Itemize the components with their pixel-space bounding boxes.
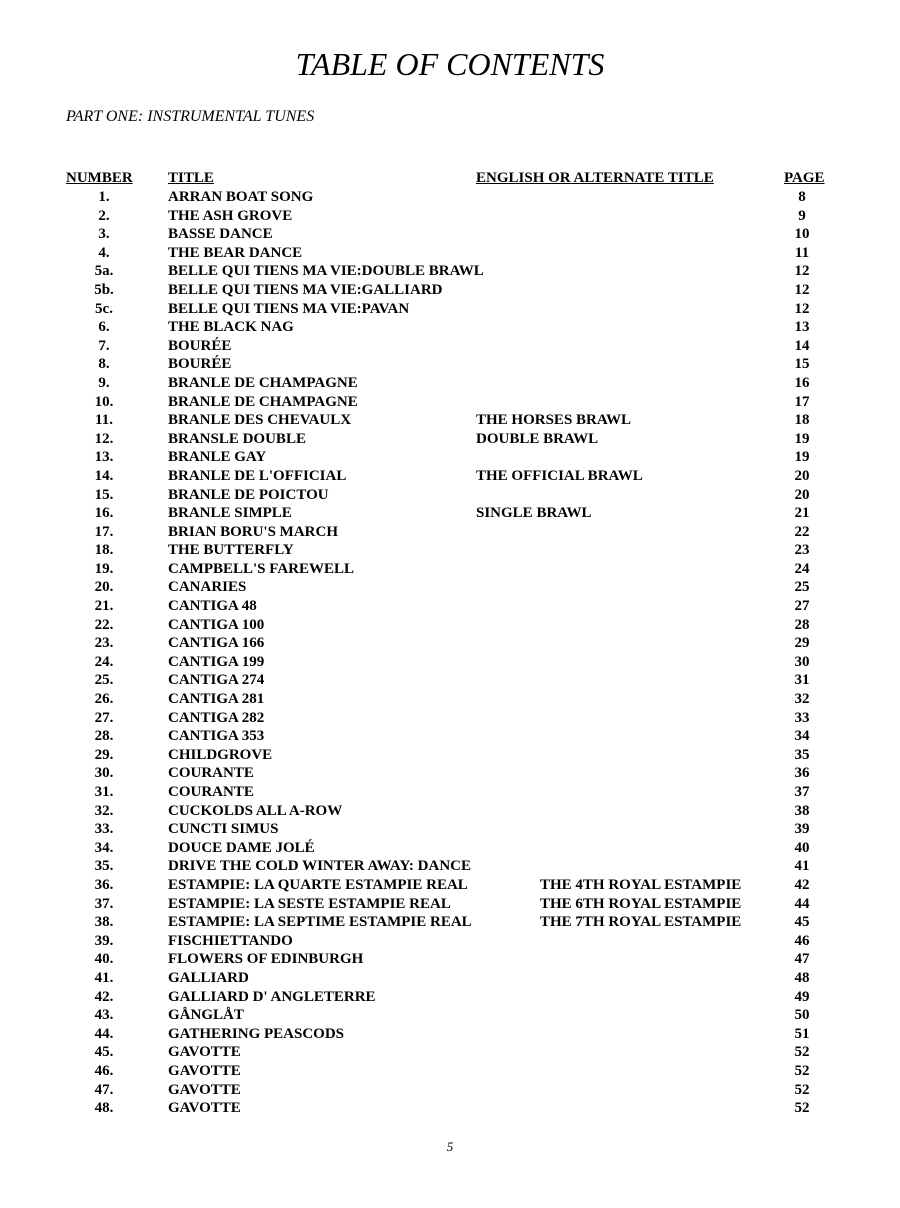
table-row[interactable] <box>0 634 900 653</box>
entry-number: 29. <box>94 746 114 763</box>
entry-number: 43. <box>94 1007 114 1024</box>
entry-number: 47. <box>94 1081 114 1098</box>
entry-title: BRANLE DE POICTOU <box>168 486 329 503</box>
section-heading: PART ONE: INSTRUMENTAL TUNES <box>66 108 315 125</box>
entry-page: 52 <box>794 1062 810 1079</box>
entry-page: 16 <box>794 374 810 391</box>
entry-title: DRIVE THE COLD WINTER AWAY: DANCE <box>168 858 471 875</box>
table-row[interactable] <box>0 355 900 374</box>
entry-number: 19. <box>94 560 114 577</box>
table-row[interactable] <box>0 541 900 560</box>
table-row[interactable] <box>0 932 900 951</box>
entry-number: 3. <box>98 226 110 243</box>
entry-page: 38 <box>794 802 810 819</box>
entry-number: 21. <box>94 598 114 615</box>
entry-title: CANTIGA 282 <box>168 709 265 726</box>
entry-title: GALLIARD <box>168 969 249 986</box>
table-row[interactable] <box>0 783 900 802</box>
entry-page: 37 <box>794 784 810 800</box>
table-row[interactable] <box>0 1081 900 1100</box>
entry-number: 46. <box>94 1062 114 1079</box>
entry-number: 7. <box>98 337 110 354</box>
table-row[interactable] <box>0 820 900 839</box>
entry-page: 44 <box>794 895 810 912</box>
entry-title: BRANLE DE CHAMPAGNE <box>168 374 358 391</box>
table-row[interactable] <box>0 560 900 579</box>
entry-title: BRIAN BORU'S MARCH <box>168 523 339 540</box>
table-row[interactable] <box>0 244 900 263</box>
entry-page: 29 <box>794 635 810 652</box>
entry-title: GAVOTTE <box>168 1044 241 1061</box>
entry-title: ESTAMPIE: LA SEPTIME ESTAMPIE REAL <box>168 914 472 931</box>
entry-page: 42 <box>794 876 810 893</box>
table-row[interactable] <box>0 486 900 505</box>
entry-title: BRANLE DES CHEVAULX <box>168 412 352 429</box>
entry-title: CANARIES <box>168 579 247 596</box>
entry-title: CANTIGA 281 <box>168 691 265 708</box>
table-row[interactable] <box>0 578 900 597</box>
entry-title: CAMPBELL'S FAREWELL <box>168 560 354 577</box>
entry-number: 6. <box>98 319 110 336</box>
entry-page: 34 <box>794 728 810 745</box>
entry-number: 5c. <box>95 300 113 317</box>
entry-page: 10 <box>794 226 810 243</box>
table-row[interactable] <box>0 709 900 728</box>
entry-number: 24. <box>94 653 114 670</box>
entry-number: 31. <box>94 784 114 800</box>
entry-title: CUCKOLDS ALL A-ROW <box>168 802 343 819</box>
table-row[interactable] <box>0 523 900 542</box>
entry-number: 38. <box>94 914 114 931</box>
entry-number: 44. <box>94 1025 114 1042</box>
entry-number: 11. <box>95 412 113 429</box>
table-row[interactable] <box>0 950 900 969</box>
entry-page: 20 <box>794 467 810 484</box>
entry-number: 48. <box>94 1100 114 1117</box>
entry-page: 41 <box>794 858 810 875</box>
entry-title: CANTIGA 100 <box>168 616 265 633</box>
table-row[interactable] <box>0 969 900 988</box>
entry-page: 52 <box>794 1044 810 1061</box>
table-row[interactable] <box>0 913 900 932</box>
entry-number: 23. <box>94 635 114 652</box>
entry-title: BRANLE GAY <box>168 449 267 466</box>
entry-alternate-title: THE 7TH ROYAL ESTAMPIE <box>540 914 742 931</box>
entry-alternate-title: THE 6TH ROYAL ESTAMPIE <box>540 895 742 912</box>
table-row[interactable] <box>0 337 900 356</box>
entry-page: 27 <box>794 598 810 615</box>
entry-title: FISCHIETTANDO <box>168 932 293 949</box>
entry-page: 35 <box>794 746 810 763</box>
entry-title: CHILDGROVE <box>168 746 273 763</box>
entry-number: 20. <box>94 579 114 596</box>
entry-title: COURANTE <box>168 765 254 782</box>
table-row[interactable] <box>0 746 900 765</box>
table-row[interactable] <box>0 895 900 914</box>
entry-number: 30. <box>94 765 114 782</box>
entry-title: BRANLE SIMPLE <box>168 505 292 522</box>
table-row[interactable] <box>0 188 900 207</box>
entry-page: 28 <box>794 616 810 633</box>
entry-title: THE BEAR DANCE <box>168 244 303 261</box>
entry-number: 40. <box>94 951 114 968</box>
table-row[interactable] <box>0 207 900 226</box>
entry-title: BASSE DANCE <box>168 226 273 243</box>
entry-title: BELLE QUI TIENS MA VIE:PAVAN <box>168 300 410 317</box>
entry-page: 22 <box>794 523 810 540</box>
entry-title: BRANLE DE L'OFFICIAL <box>168 467 347 484</box>
table-row[interactable] <box>0 653 900 672</box>
entry-page: 48 <box>794 969 810 986</box>
entry-page: 13 <box>794 319 810 336</box>
entry-page: 25 <box>794 579 810 596</box>
table-row[interactable] <box>0 411 900 430</box>
entry-title: CANTIGA 48 <box>168 598 257 615</box>
table-row[interactable] <box>0 430 900 449</box>
entry-page: 12 <box>794 281 810 298</box>
entry-page: 17 <box>794 393 810 410</box>
entry-title: ARRAN BOAT SONG <box>168 189 314 205</box>
entry-number: 34. <box>94 839 114 856</box>
entry-number: 8. <box>98 356 110 373</box>
entry-number: 41. <box>94 969 114 986</box>
table-row[interactable] <box>0 318 900 337</box>
entry-number: 5b. <box>94 281 114 298</box>
entry-page: 20 <box>794 486 810 503</box>
column-header-page: PAGE <box>784 170 825 186</box>
entry-title: GALLIARD D' ANGLETERRE <box>168 988 376 1005</box>
table-row[interactable] <box>0 448 900 467</box>
entry-title: CANTIGA 166 <box>168 635 265 652</box>
table-row[interactable] <box>0 597 900 616</box>
table-row[interactable] <box>0 281 900 300</box>
entry-number: 33. <box>94 821 114 838</box>
entry-title: CANTIGA 274 <box>168 672 265 689</box>
table-row[interactable] <box>0 764 900 783</box>
entry-title: BOURÉE <box>168 337 232 354</box>
entry-number: 25. <box>94 672 114 689</box>
entry-number: 36. <box>94 876 114 893</box>
entry-number: 27. <box>94 709 114 726</box>
entry-page: 12 <box>794 300 810 317</box>
entry-number: 16. <box>94 505 114 522</box>
entry-number: 35. <box>94 858 114 875</box>
entry-number: 26. <box>94 691 114 708</box>
entry-title: GATHERING PEASCODS <box>168 1025 345 1042</box>
entry-number: 2. <box>98 207 110 224</box>
table-row[interactable] <box>0 839 900 858</box>
entry-page: 31 <box>794 672 810 689</box>
entry-page: 8 <box>798 189 806 205</box>
entry-number: 9. <box>98 374 110 391</box>
entry-number: 45. <box>94 1044 114 1061</box>
entry-title: GAVOTTE <box>168 1062 241 1079</box>
entry-title: BELLE QUI TIENS MA VIE:GALLIARD <box>168 281 443 298</box>
entry-title: CANTIGA 199 <box>168 653 265 670</box>
table-row[interactable] <box>0 616 900 635</box>
page-title: TABLE OF CONTENTS <box>295 46 605 82</box>
entry-number: 32. <box>94 802 114 819</box>
entry-page: 39 <box>794 821 810 838</box>
table-row[interactable] <box>0 1043 900 1062</box>
entry-page: 46 <box>794 932 810 949</box>
table-row[interactable] <box>0 988 900 1007</box>
entry-number: 14. <box>94 467 114 484</box>
entry-title: CANTIGA 353 <box>168 728 265 745</box>
entry-number: 18. <box>94 542 114 559</box>
entry-page: 47 <box>794 951 810 968</box>
entry-number: 1. <box>98 189 110 205</box>
table-row[interactable] <box>0 1006 900 1025</box>
entry-page: 33 <box>794 709 810 726</box>
entry-page: 49 <box>794 988 810 1005</box>
entry-alternate-title: SINGLE BRAWL <box>476 505 592 522</box>
entry-title: FLOWERS OF EDINBURGH <box>168 951 364 968</box>
entry-title: THE ASH GROVE <box>168 207 293 224</box>
entry-title: CUNCTI SIMUS <box>168 821 279 838</box>
entry-page: 52 <box>794 1081 810 1098</box>
entry-title: BOURÉE <box>168 356 232 373</box>
table-row[interactable] <box>0 802 900 821</box>
entry-title: GAVOTTE <box>168 1100 241 1117</box>
table-row[interactable] <box>0 504 900 523</box>
entry-number: 42. <box>94 988 114 1005</box>
entry-number: 4. <box>98 244 110 261</box>
entry-title: BRANSLE DOUBLE <box>168 430 306 447</box>
entry-number: 13. <box>94 449 114 466</box>
table-row[interactable] <box>0 262 900 281</box>
entry-title: THE BUTTERFLY <box>168 542 294 559</box>
entry-number: 12. <box>94 430 114 447</box>
entry-number: 39. <box>94 932 114 949</box>
table-row[interactable] <box>0 1099 900 1118</box>
column-header-alternate-title: ENGLISH OR ALTERNATE TITLE <box>476 170 714 186</box>
entry-number: 22. <box>94 616 114 633</box>
entry-page: 19 <box>794 430 810 447</box>
entry-title: GÅNGLÅT <box>168 1007 244 1024</box>
entry-title: GAVOTTE <box>168 1081 241 1098</box>
entry-number: 5a. <box>94 263 114 280</box>
table-row[interactable] <box>0 393 900 412</box>
table-row[interactable] <box>0 374 900 393</box>
entry-page: 32 <box>794 691 810 708</box>
entry-page: 14 <box>794 337 810 354</box>
entry-page: 15 <box>794 356 810 373</box>
table-row[interactable] <box>0 857 900 876</box>
table-row[interactable] <box>0 690 900 709</box>
entry-title: COURANTE <box>168 784 254 800</box>
entry-title: DOUCE DAME JOLÉ <box>168 839 315 856</box>
table-row[interactable] <box>0 727 900 746</box>
column-header-number: NUMBER <box>66 170 133 186</box>
entry-page: 36 <box>794 765 810 782</box>
entry-alternate-title: THE 4TH ROYAL ESTAMPIE <box>540 876 742 893</box>
entry-page: 19 <box>794 449 810 466</box>
entry-number: 28. <box>94 728 114 745</box>
entry-page: 9 <box>798 207 806 224</box>
contents-list <box>0 188 900 1118</box>
entry-page: 23 <box>794 542 810 559</box>
entry-title: ESTAMPIE: LA QUARTE ESTAMPIE REAL <box>168 876 468 893</box>
entry-page: 51 <box>794 1025 810 1042</box>
table-row[interactable] <box>0 671 900 690</box>
entry-page: 11 <box>794 244 810 261</box>
entry-title: THE BLACK NAG <box>168 319 294 336</box>
column-header-title: TITLE <box>168 170 214 186</box>
table-row[interactable] <box>0 467 900 486</box>
entry-page: 40 <box>794 839 810 856</box>
entry-title: ESTAMPIE: LA SESTE ESTAMPIE REAL <box>168 895 451 912</box>
entry-alternate-title: THE HORSES BRAWL <box>476 412 632 429</box>
entry-number: 15. <box>94 486 114 503</box>
entry-page: 30 <box>794 653 810 670</box>
entry-page: 52 <box>794 1100 810 1117</box>
entry-page: 50 <box>794 1007 810 1024</box>
entry-number: 10. <box>94 393 114 410</box>
entry-number: 37. <box>94 895 114 912</box>
entry-page: 24 <box>794 560 810 577</box>
entry-title: BRANLE DE CHAMPAGNE <box>168 393 358 410</box>
entry-number: 17. <box>94 523 114 540</box>
table-row[interactable] <box>0 225 900 244</box>
entry-page: 18 <box>794 412 810 429</box>
entry-alternate-title: DOUBLE BRAWL <box>476 430 599 447</box>
table-row[interactable] <box>0 1025 900 1044</box>
page-number: 5 <box>446 1139 454 1154</box>
entry-page: 12 <box>794 263 810 280</box>
table-row[interactable] <box>0 300 900 319</box>
entry-title: BELLE QUI TIENS MA VIE:DOUBLE BRAWL <box>168 263 484 280</box>
entry-page: 21 <box>794 505 810 522</box>
table-row[interactable] <box>0 1062 900 1081</box>
table-row[interactable] <box>0 876 900 895</box>
entry-page: 45 <box>794 914 810 931</box>
entry-alternate-title: THE OFFICIAL BRAWL <box>476 467 643 484</box>
